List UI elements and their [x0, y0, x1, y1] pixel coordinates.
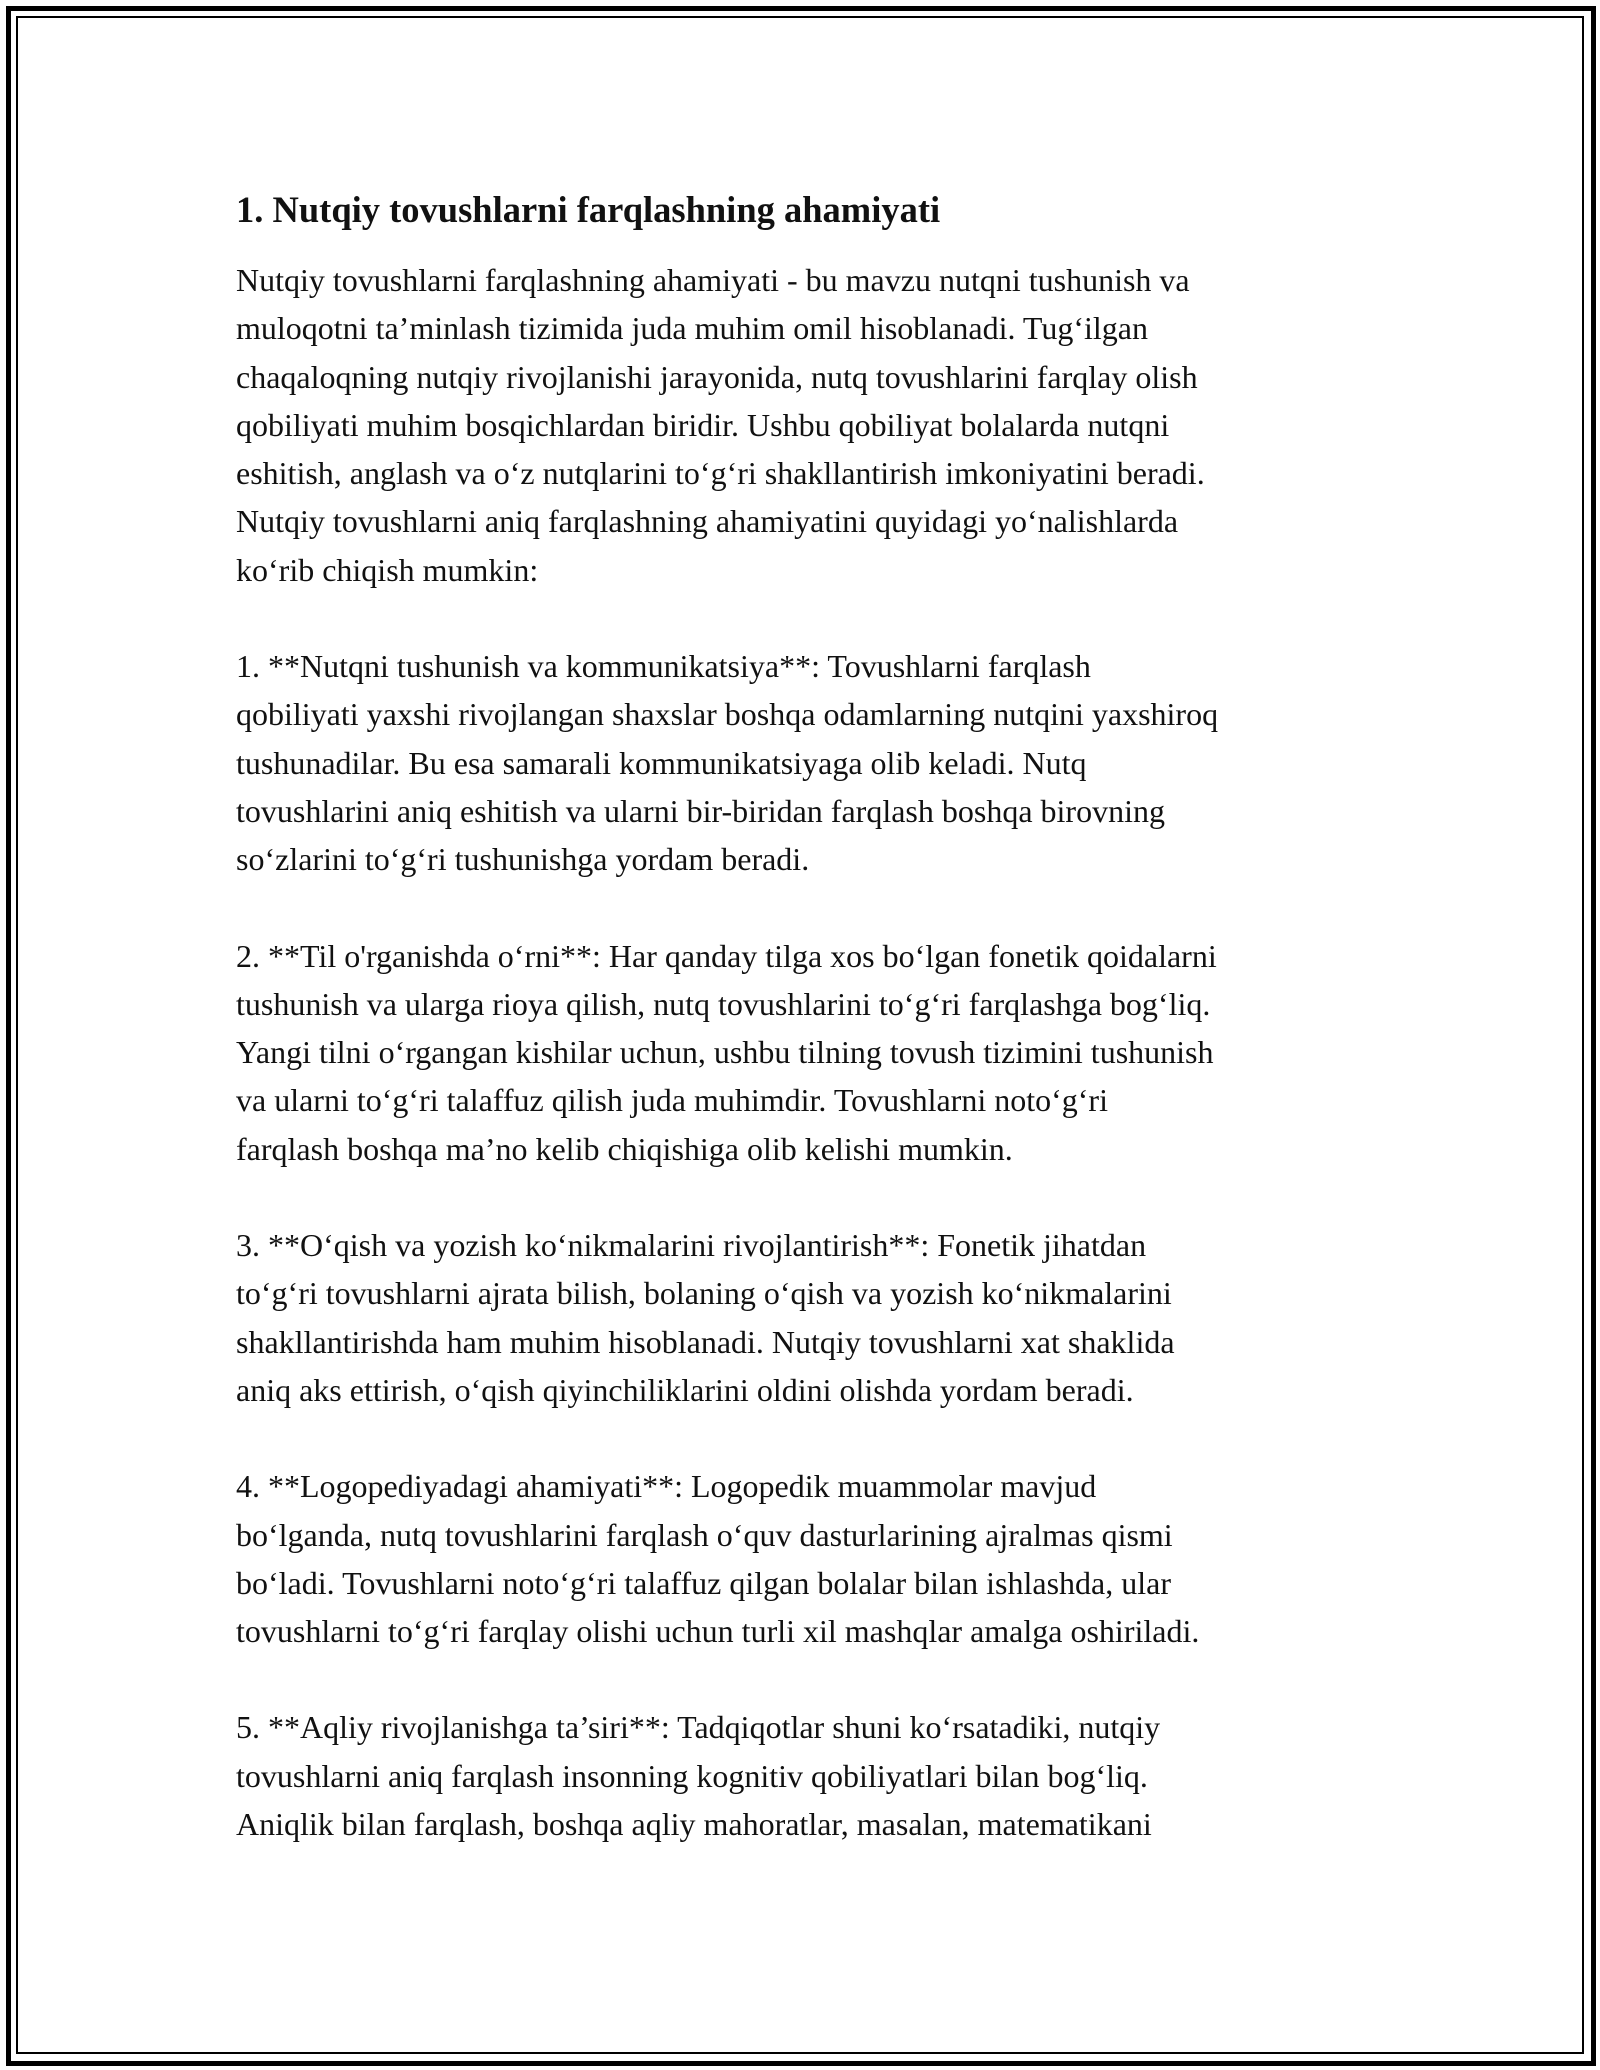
list-item-line: qobiliyati yaxshi rivojlangan shaxslar boshqa odamlarning nutqini yaxshiroq: [236, 696, 1219, 733]
list-item-line: tovushlarni aniq farqlash insonning kognitiv qobiliyatlari bilan bog‘liq.: [236, 1757, 1148, 1794]
intro-line: qobiliyati muhim bosqichlardan biridir. Ushbu qobiliyat bolalarda nutqni: [236, 406, 1170, 443]
list-item-line: aniq aks ettirish, o‘qish qiyinchiliklarini oldini olishda yordam beradi.: [236, 1371, 1134, 1408]
list-item-line: so‘zlarini to‘g‘ri tushunishga yordam beradi.: [236, 841, 810, 878]
list-item-line: Yangi tilni o‘rgangan kishilar uchun, ushbu tilning tovush tizimini tushunish: [236, 1034, 1214, 1071]
intro-line: eshitish, anglash va o‘z nutqlarini to‘g‘ri shakllantirish imkoniyatini beradi.: [236, 455, 1205, 492]
intro-paragraph: [236, 256, 1366, 594]
list-item-4: [236, 1462, 1366, 1655]
list-item-line: bo‘lganda, nutq tovushlarini farqlash o‘quv dasturlarining ajralmas qismi: [236, 1516, 1173, 1553]
list-item-line: tovushlarni to‘g‘ri farqlay olishi uchun turli xil mashqlar amalga oshiriladi.: [236, 1613, 1200, 1650]
list-item-line: tovushlarini aniq eshitish va ularni bir-biridan farqlash boshqa birovning: [236, 792, 1165, 829]
intro-line: ko‘rib chiqish mumkin:: [236, 551, 539, 588]
list-item-line: 2. **Til o'rganishda o‘rni**: Har qanday tilga xos bo‘lgan fonetik qoidalarni: [236, 937, 1217, 974]
list-item-1: [236, 642, 1366, 883]
document-body: [236, 186, 1366, 1848]
list-item-line: 3. **O‘qish va yozish ko‘nikmalarini rivojlantirish**: Fonetik jihatdan: [236, 1227, 1147, 1264]
intro-line: muloqotni ta’minlash tizimida juda muhim omil hisoblanadi. Tug‘ilgan: [236, 310, 1148, 347]
intro-line: Nutqiy tovushlarni farqlashning ahamiyati - bu mavzu nutqni tushunish va: [236, 262, 1190, 298]
list-item-line: tushunish va ularga rioya qilish, nutq tovushlarini to‘g‘ri farqlashga bog‘liq.: [236, 985, 1211, 1022]
list-item-line: 1. **Nutqni tushunish va kommunikatsiya**: Tovushlarni farqlash: [236, 648, 1091, 685]
intro-line: Nutqiy tovushlarni aniq farqlashning ahamiyatini quyidagi yo‘nalishlarda: [236, 503, 1179, 540]
list-item-3: [236, 1221, 1366, 1414]
list-item-line: 4. **Logopediyadagi ahamiyati**: Logopedik muammolar mavjud: [236, 1468, 1097, 1505]
list-item-line: va ularni to‘g‘ri talaffuz qilish juda muhimdir. Tovushlarni noto‘g‘ri: [236, 1082, 1108, 1119]
list-item-line: bo‘ladi. Tovushlarni noto‘g‘ri talaffuz qilgan bolalar bilan ishlashda, ular: [236, 1564, 1171, 1601]
list-item-line: 5. **Aqliy rivojlanishga ta’siri**: Tadqiqotlar shuni ko‘rsatadiki, nutqiy: [236, 1709, 1161, 1746]
list-item-line: to‘g‘ri tovushlarni ajrata bilish, bolaning o‘qish va yozish ko‘nikmalarini: [236, 1275, 1172, 1312]
list-item-2: [236, 932, 1366, 1173]
list-item-line: farqlash boshqa ma’no kelib chiqishiga olib kelishi mumkin.: [236, 1130, 1013, 1167]
document-title: 1. Nutqiy tovushlarni farqlashning ahamiyati: [236, 189, 941, 230]
list-item-5: [236, 1703, 1366, 1848]
list-item-line: tushunadilar. Bu esa samarali kommunikatsiyaga olib keladi. Nutq: [236, 744, 1087, 781]
list-item-line: shakllantirishda ham muhim hisoblanadi. Nutqiy tovushlarni xat shaklida: [236, 1323, 1175, 1360]
list-item-line: Aniqlik bilan farqlash, boshqa aqliy mahoratlar, masalan, matematikani: [236, 1806, 1152, 1843]
intro-line: chaqaloqning nutqiy rivojlanishi jarayonida, nutq tovushlarini farqlay olish: [236, 358, 1198, 395]
